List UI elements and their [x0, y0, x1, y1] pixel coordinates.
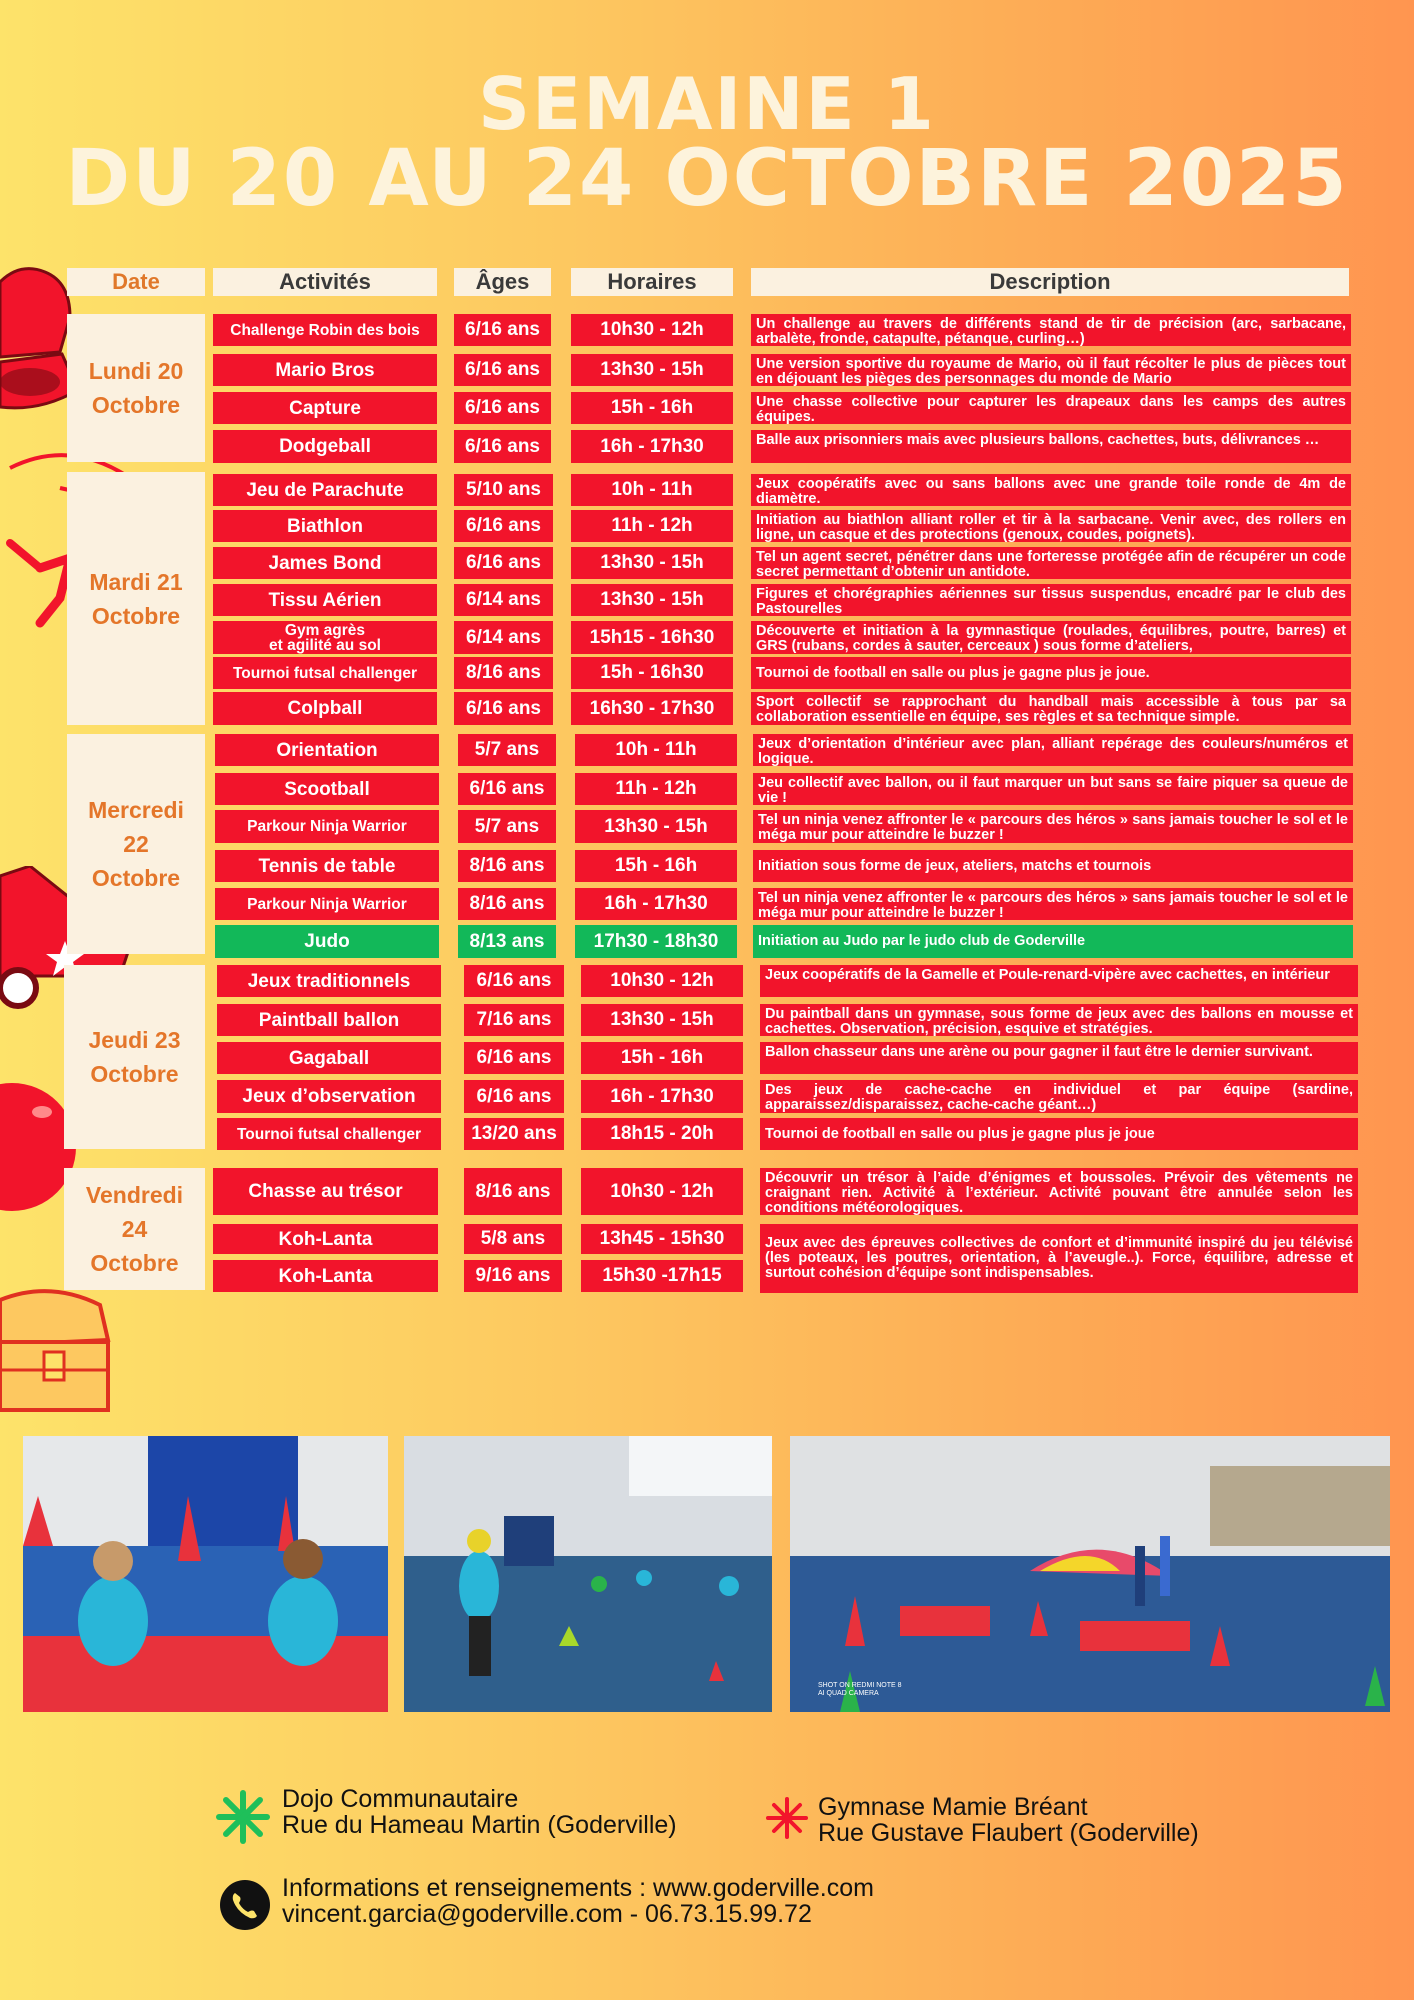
- time-cell: 10h30 - 12h: [571, 314, 733, 346]
- age-cell: 5/10 ans: [454, 474, 553, 506]
- koh-lanta-description: Jeux avec des épreuves collectives de confort et d’immunité inspiré du jeu télévisé (les poteaux, les poutres, orientation, à l’aveugle..). Force, équilibre, adresse et surtout cohésion d’équipe sont indispensables.: [760, 1224, 1358, 1293]
- age-cell: 6/16 ans: [454, 692, 553, 725]
- description-cell: Initiation au biathlon alliant roller et tir à la sarbacane. Venir avec, des rollers en ligne, un casque et des protections (genoux, coudes, poignets).: [751, 510, 1351, 542]
- description-cell: Jeu collectif avec ballon, ou il faut marquer un but sans se faire piquer sa queue de vie !: [753, 773, 1353, 805]
- age-cell: 6/14 ans: [454, 621, 553, 654]
- description-cell: Tel un agent secret, pénétrer dans une forteresse protégée afin de récupérer un code secret permettant d’obtenir un antidote.: [751, 547, 1351, 579]
- description-cell: Découvrir un trésor à l’aide d’énigmes et boussoles. Prévoir des vêtements ne craignant rien. Activité à l’extérieur. Activité pouvant être annulée selon les conditions météorologiques.: [760, 1168, 1358, 1215]
- description-cell: Une chasse collective pour capturer les drapeaux dans les camps des autres équipes.: [751, 392, 1351, 424]
- age-cell: 8/16 ans: [454, 657, 553, 689]
- activity-cell: Dodgeball: [213, 430, 437, 463]
- age-cell: 6/16 ans: [454, 392, 551, 424]
- description-cell: Un challenge au travers de différents stand de tir de précision (arc, sarbacane, arbalète, fronde, catapulte, pétanque, curling…): [751, 314, 1351, 346]
- activity-cell: Jeux traditionnels: [217, 965, 441, 997]
- location-address: Rue Gustave Flaubert (Goderville): [818, 1819, 1199, 1847]
- description-cell: Jeux coopératifs de la Gamelle et Poule-renard-vipère avec cachettes, en intérieur: [760, 965, 1358, 997]
- description-cell: Figures et chorégraphies aériennes sur tissus suspendus, encadré par le club des Pastourelles: [751, 584, 1351, 616]
- title-week: SEMAINE 1: [478, 62, 936, 146]
- activity-cell: Koh-Lanta: [213, 1224, 438, 1254]
- activity-cell: Biathlon: [213, 510, 437, 542]
- location-dojo: [282, 1786, 677, 1838]
- time-cell: 15h - 16h: [571, 392, 733, 424]
- time-cell: 13h30 - 15h: [571, 354, 733, 386]
- time-cell: 15h - 16h: [581, 1042, 743, 1074]
- header-ages: Âges: [454, 268, 551, 296]
- time-cell: 15h15 - 16h30: [571, 621, 733, 654]
- description-cell: Une version sportive du royaume de Mario, où il faut récolter le plus de pièces tout en déjouant les pièges des personnages du monde de Mario: [751, 354, 1351, 386]
- activity-cell: James Bond: [213, 547, 437, 579]
- activity-cell: Scootball: [215, 773, 439, 805]
- activity-cell: Paintball ballon: [217, 1004, 441, 1036]
- age-cell: 6/16 ans: [454, 314, 551, 346]
- activity-cell: Parkour Ninja Warrior: [215, 810, 439, 843]
- time-cell: 11h - 12h: [571, 510, 733, 542]
- activity-cell: Judo: [215, 925, 439, 958]
- header-date: Date: [67, 268, 205, 296]
- photo-watermark: SHOT ON REDMI NOTE 8 AI QUAD CAMERA: [818, 1682, 902, 1697]
- day-label: Jeudi 23 Octobre: [64, 965, 205, 1149]
- time-cell: 16h - 17h30: [581, 1080, 743, 1113]
- time-cell: 13h30 - 15h: [575, 810, 737, 843]
- age-cell: 8/16 ans: [458, 850, 556, 882]
- age-cell: 5/7 ans: [458, 734, 556, 766]
- time-cell: 13h30 - 15h: [581, 1004, 743, 1036]
- contact-email-phone: vincent.garcia@goderville.com - 06.73.15.99.72: [282, 1900, 812, 1928]
- description-cell: Découverte et initiation à la gymnastique (roulades, équilibres, poutre, barres) et GRS (rubans, cordes à sauter, cerceaux ) sous forme d’ateliers,: [751, 621, 1351, 654]
- activity-cell: Koh-Lanta: [213, 1260, 438, 1292]
- time-cell: 15h - 16h: [575, 850, 737, 882]
- time-cell: 11h - 12h: [575, 773, 737, 805]
- description-cell: Sport collectif se rapprochant du handball mais accessible à tous par sa collaboration essentielle en équipe, ses règles et sa technique simple.: [751, 692, 1351, 725]
- description-cell: Initiation au Judo par le judo club de Goderville: [753, 925, 1353, 958]
- activity-cell: Tissu Aérien: [213, 584, 437, 616]
- time-cell: 10h30 - 12h: [581, 1168, 743, 1215]
- age-cell: 13/20 ans: [464, 1118, 564, 1150]
- age-cell: 6/16 ans: [454, 430, 551, 463]
- day-label: Mercredi 22 Octobre: [67, 734, 205, 954]
- time-cell: 15h30 -17h15: [581, 1260, 743, 1292]
- age-cell: 5/8 ans: [464, 1224, 562, 1254]
- contact-info: [282, 1875, 874, 1927]
- time-cell: 13h30 - 15h: [571, 584, 733, 616]
- age-cell: 6/14 ans: [454, 584, 553, 616]
- time-cell: 16h30 - 17h30: [571, 692, 733, 725]
- phone-icon: [220, 1880, 270, 1930]
- activity-cell: Gagaball: [217, 1042, 441, 1074]
- time-cell: 10h - 11h: [571, 474, 733, 506]
- location-address: Rue du Hameau Martin (Goderville): [282, 1811, 677, 1839]
- photo-kids-on-mat: [23, 1436, 388, 1712]
- header-hours: Horaires: [571, 268, 733, 296]
- age-cell: 7/16 ans: [464, 1004, 564, 1036]
- age-cell: 6/16 ans: [464, 1042, 564, 1074]
- activity-cell: Jeu de Parachute: [213, 474, 437, 506]
- treasure-chest-icon: [0, 1280, 115, 1415]
- header-activities: Activités: [213, 268, 437, 296]
- description-cell: Tel un ninja venez affronter le « parcours des héros » sans jamais toucher le sol et le méga mur pour atteindre le buzzer !: [753, 810, 1353, 843]
- description-cell: Balle aux prisonniers mais avec plusieurs ballons, cachettes, buts, délivrances …: [751, 430, 1351, 463]
- day-label: Mardi 21 Octobre: [67, 472, 205, 725]
- age-cell: 6/16 ans: [454, 354, 551, 386]
- title-dates: DU 20 AU 24 OCTOBRE 2025: [65, 134, 1349, 224]
- day-label: Lundi 20 Octobre: [67, 314, 205, 462]
- age-cell: 8/16 ans: [458, 888, 556, 920]
- description-cell: Des jeux de cache-cache en individuel et par équipe (sardine, apparaissez/disparaissez, cache-cache géant…): [760, 1080, 1358, 1113]
- time-cell: 16h - 17h30: [575, 888, 737, 920]
- photo-roller-gym: [404, 1436, 772, 1712]
- day-label: Vendredi 24 Octobre: [64, 1168, 205, 1290]
- age-cell: 5/7 ans: [458, 810, 556, 843]
- description-cell: Tel un ninja venez affronter le « parcours des héros » sans jamais toucher le sol et le méga mur pour atteindre le buzzer !: [753, 888, 1353, 920]
- location-name: Gymnase Mamie Bréant: [818, 1793, 1088, 1821]
- green-asterisk-icon: [216, 1790, 270, 1844]
- red-asterisk-icon: [766, 1797, 808, 1839]
- photo-koh-lanta-gym: [790, 1436, 1390, 1712]
- time-cell: 10h30 - 12h: [581, 965, 743, 997]
- activity-cell: Mario Bros: [213, 354, 437, 386]
- time-cell: 17h30 - 18h30: [575, 925, 737, 958]
- time-cell: 13h45 - 15h30: [581, 1224, 743, 1254]
- description-cell: Tournoi de football en salle ou plus je gagne plus je joue.: [751, 657, 1351, 689]
- activity-cell: Orientation: [215, 734, 439, 766]
- activity-cell: Tournoi futsal challenger: [213, 657, 437, 689]
- description-cell: Du paintball dans un gymnase, sous forme de jeux avec des ballons en mousse et cachettes. Observation, précision, esquive et stratégies.: [760, 1004, 1358, 1036]
- age-cell: 6/16 ans: [454, 547, 553, 579]
- age-cell: 9/16 ans: [464, 1260, 562, 1292]
- time-cell: 16h - 17h30: [571, 430, 733, 463]
- description-cell: Initiation sous forme de jeux, ateliers, matchs et tournois: [753, 850, 1353, 882]
- activity-cell: Tournoi futsal challenger: [217, 1118, 441, 1150]
- time-cell: 15h - 16h30: [571, 657, 733, 689]
- age-cell: 8/16 ans: [464, 1168, 562, 1215]
- activity-cell: Challenge Robin des bois: [213, 314, 437, 346]
- activity-cell: Tennis de table: [215, 850, 439, 882]
- contact-website: Informations et renseignements : www.goderville.com: [282, 1874, 874, 1902]
- description-cell: Jeux coopératifs avec ou sans ballons avec une grande toile ronde de 4m de diamètre.: [751, 474, 1351, 506]
- time-cell: 13h30 - 15h: [571, 547, 733, 579]
- description-cell: Tournoi de football en salle ou plus je gagne plus je joue: [760, 1118, 1358, 1150]
- age-cell: 6/16 ans: [464, 1080, 564, 1113]
- activity-cell: Chasse au trésor: [213, 1168, 438, 1215]
- header-description: Description: [751, 268, 1349, 296]
- activity-cell: Jeux d’observation: [217, 1080, 441, 1113]
- activity-cell: Capture: [213, 392, 437, 424]
- age-cell: 6/16 ans: [464, 965, 564, 997]
- activity-cell: Parkour Ninja Warrior: [215, 888, 439, 920]
- age-cell: 6/16 ans: [458, 773, 556, 805]
- time-cell: 10h - 11h: [575, 734, 737, 766]
- description-cell: Jeux d’orientation d’intérieur avec plan, alliant repérage des couleurs/numéros et logique.: [753, 734, 1353, 766]
- description-cell: Ballon chasseur dans une arène ou pour gagner il faut être le dernier survivant.: [760, 1042, 1358, 1074]
- activity-cell: Gym agrès et agilité au sol: [213, 621, 437, 654]
- activity-cell: Colpball: [213, 692, 437, 725]
- location-gymnase: [818, 1794, 1199, 1846]
- time-cell: 18h15 - 20h: [581, 1118, 743, 1150]
- age-cell: 6/16 ans: [454, 510, 553, 542]
- age-cell: 8/13 ans: [458, 925, 556, 958]
- location-name: Dojo Communautaire: [282, 1785, 519, 1813]
